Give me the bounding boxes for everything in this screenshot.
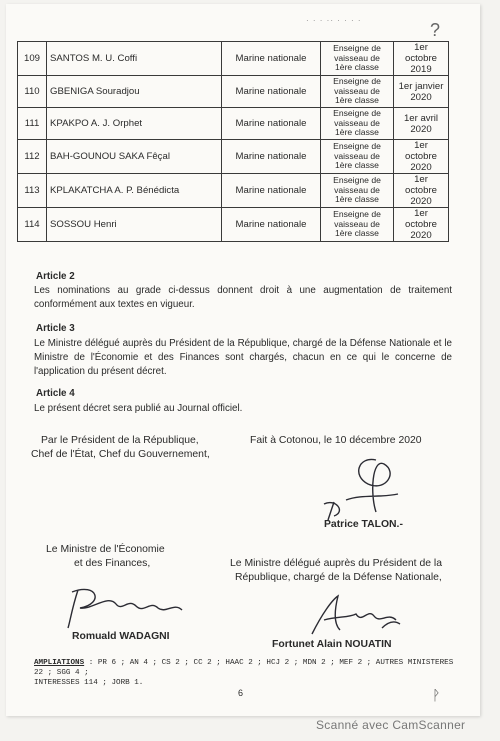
table-row: [18, 208, 449, 242]
finance-minister-signature: [58, 582, 188, 632]
page-initial-mark: ᚹ: [432, 687, 441, 703]
effective-date: 1er octobre 2020: [394, 140, 449, 174]
row-number: 111: [18, 108, 47, 140]
ampliations-line2: INTERESSES 114 ; JORB 1.: [34, 679, 144, 687]
grade-line: vaisseau de: [334, 52, 380, 63]
corps-cell: Marine nationale: [222, 42, 321, 76]
document-page: [6, 4, 480, 716]
officer-name: BAH-GOUNOU SAKA Fêçal: [47, 140, 222, 174]
grade-line: vaisseau de: [334, 218, 380, 229]
officer-name: KPLAKATCHA A. P. Bénédicta: [47, 174, 222, 208]
corps-cell: Marine nationale: [222, 208, 321, 242]
grade-line: vaisseau de: [334, 85, 380, 96]
grade-cell: [321, 42, 394, 76]
grade-line: vaisseau de: [334, 184, 380, 195]
corps-cell: Marine nationale: [222, 108, 321, 140]
table-row: [18, 140, 449, 174]
grade-cell: [321, 140, 394, 174]
row-number: 112: [18, 140, 47, 174]
article-4-text: Le présent décret sera publié au Journal officiel.: [34, 403, 243, 414]
officer-name: SOSSOU Henri: [47, 208, 222, 242]
grade-line: vaisseau de: [334, 117, 380, 128]
corps-cell: Marine nationale: [222, 174, 321, 208]
grade-line: Enseigne de: [333, 108, 381, 119]
row-number: 113: [18, 174, 47, 208]
grade-cell: [321, 108, 394, 140]
grade-line: Enseigne de: [333, 141, 381, 152]
page-number: 6: [238, 688, 244, 698]
effective-date: 1er octobre 2020: [394, 174, 449, 208]
ampliations-label: AMPLIATIONS: [34, 659, 85, 667]
grade-line: 1ère classe: [335, 228, 379, 239]
finance-minister-title-line2: et des Finances,: [74, 558, 151, 569]
president-mandate-line1: Par le Président de la République,: [41, 435, 199, 446]
article-2-title: Article 2: [36, 271, 75, 282]
grade-line: 1ère classe: [335, 127, 379, 138]
grade-line: 1ère classe: [335, 194, 379, 205]
grade-line: Enseigne de: [333, 43, 381, 54]
defense-minister-signature: [304, 590, 404, 640]
grade-line: 1ère classe: [335, 62, 379, 73]
finance-minister-title-line1: Le Ministre de l'Économie: [46, 544, 165, 555]
defense-minister-title-line2: République, chargé de la Défense Nationale,: [235, 572, 442, 583]
president-name: Patrice TALON.-: [324, 519, 403, 530]
row-number: 109: [18, 42, 47, 76]
grade-line: Enseigne de: [333, 209, 381, 220]
effective-date: 1er octobre 2020: [394, 208, 449, 242]
place-and-date: Fait à Cotonou, le 10 décembre 2020: [250, 435, 422, 446]
scanner-watermark: Scanné avec CamScanner: [316, 718, 466, 732]
grade-line: 1ère classe: [335, 160, 379, 171]
article-4-title: Article 4: [36, 388, 75, 399]
row-number: 114: [18, 208, 47, 242]
finance-minister-name: Romuald WADAGNI: [72, 631, 170, 642]
officer-name: GBENIGA Souradjou: [47, 76, 222, 108]
ampliations-list: [34, 658, 454, 688]
table-row: [18, 42, 449, 76]
officer-name: SANTOS M. U. Coffi: [47, 42, 222, 76]
corps-cell: Marine nationale: [222, 140, 321, 174]
nominations-table: [17, 41, 449, 242]
grade-line: Enseigne de: [333, 175, 381, 186]
grade-cell: [321, 174, 394, 208]
table-row: [18, 108, 449, 140]
article-3-text: Le Ministre délégué auprès du Président de la République, chargé de la Défense Nationale et le Ministre de l'Économie et des Finances sont chargés, chacun en ce qui le concerne de l'application du présent décret.: [34, 338, 452, 377]
president-mandate-line2: Chef de l'État, Chef du Gouvernement,: [31, 449, 210, 460]
officer-name: KPAKPO A. J. Orphet: [47, 108, 222, 140]
effective-date: 1er janvier 2020: [394, 76, 449, 108]
row-number: 110: [18, 76, 47, 108]
scan-artifact-header: · · · ·· · · · ·: [306, 16, 362, 25]
effective-date: 1er avril 2020: [394, 108, 449, 140]
handwritten-mark: ?: [429, 20, 440, 40]
grade-cell: [321, 76, 394, 108]
grade-cell: [321, 208, 394, 242]
table-row: [18, 174, 449, 208]
defense-minister-name: Fortunet Alain NOUATIN: [272, 639, 392, 650]
ampliations-line1: : PR 6 ; AN 4 ; CS 2 ; CC 2 ; HAAC 2 ; HCJ 2 ; MDN 2 ; MEF 2 ; AUTRES MINISTERES 22 ; SGG 4 ;: [34, 659, 454, 677]
president-signature: [306, 454, 416, 522]
effective-date: 1er octobre 2019: [394, 42, 449, 76]
grade-line: vaisseau de: [334, 150, 380, 161]
article-3-title: Article 3: [36, 323, 75, 334]
article-2-text: Les nominations au grade ci-dessus donnent droit à une augmentation de traitement conformément aux textes en vigueur.: [34, 285, 452, 310]
grade-line: 1ère classe: [335, 95, 379, 106]
grade-line: Enseigne de: [333, 76, 381, 87]
corps-cell: Marine nationale: [222, 76, 321, 108]
table-row: [18, 76, 449, 108]
defense-minister-title-line1: Le Ministre délégué auprès du Président de la: [230, 558, 442, 569]
